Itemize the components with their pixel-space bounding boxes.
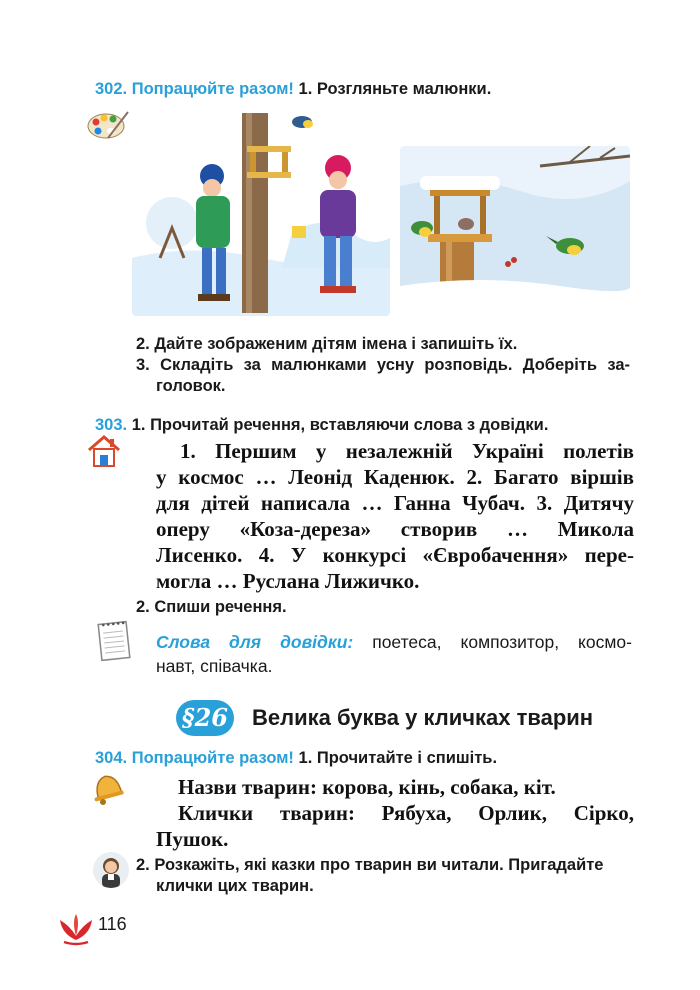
ex304-task1: 1. Прочитайте і спишіть. bbox=[298, 749, 498, 767]
ex304-task2-line1: 2. Розкажіть, які казки про тварин ви читали. Пригадайте bbox=[136, 856, 604, 874]
ex304-line3: Пушок. bbox=[156, 827, 229, 851]
ex302-task3-line1: 3. Складіть за малюнками усну розповідь. Доберіть за- bbox=[136, 356, 630, 374]
ex304-task2-line2: клички цих тварин. bbox=[156, 877, 314, 895]
ex303-task1: 1. Прочитай речення, вставляючи слова з довідки. bbox=[131, 416, 549, 434]
ex304-line1: Назви тварин: корова, кінь, собака, кіт. bbox=[178, 775, 556, 799]
ex303-hint bbox=[156, 630, 632, 678]
ex302-task2: 2. Дайте зображеним дітям імена і запишіть їх. bbox=[136, 335, 518, 353]
hint-words-line2: навт, співачка. bbox=[156, 656, 273, 676]
ex303-number: 303. bbox=[95, 416, 128, 434]
ex304-together: Попрацюйте разом! bbox=[131, 749, 294, 767]
page-number: 116 bbox=[98, 914, 127, 934]
palette-icon bbox=[86, 108, 130, 142]
ex302-number: 302. bbox=[95, 80, 128, 98]
section-badge: §26 bbox=[176, 700, 234, 736]
illustration-children-feeder bbox=[132, 108, 390, 316]
flower-ornament-icon bbox=[56, 910, 96, 946]
ex303-text bbox=[156, 438, 634, 594]
hint-words-line1: поетеса, композитор, космо- bbox=[353, 632, 632, 652]
ex304-line2: Клички тварин: Рябуха, Орлик, Сірко, bbox=[178, 801, 634, 825]
ex303-text-line: оперу «Коза-дереза» створив … Микола bbox=[156, 517, 634, 541]
ex303-header bbox=[95, 415, 548, 435]
ex302-header bbox=[95, 79, 491, 99]
ex302-task1: 1. Розгляньте малюнки. bbox=[298, 80, 492, 98]
notepad-icon bbox=[96, 620, 132, 662]
ex303-text-line: могла … Руслана Лижичко. bbox=[156, 569, 420, 593]
ex304-number: 304. bbox=[95, 749, 128, 767]
house-icon bbox=[86, 433, 122, 469]
ex304-header bbox=[95, 748, 497, 768]
avatar bbox=[93, 852, 129, 888]
section-title: Велика буква у кличках тварин bbox=[252, 705, 594, 730]
ex303-text-line: 1. Першим у незалежній Україні полетів bbox=[180, 439, 634, 463]
ex302-task3-line2: головок. bbox=[156, 377, 226, 395]
ex303-text-line: для дітей написала … Ганна Чубач. 3. Дитячу bbox=[156, 491, 634, 515]
illustration-birds-feeder bbox=[400, 146, 630, 316]
ex303-text-line: Лисенко. 4. У конкурсі «Євробачення» пере- bbox=[156, 543, 634, 567]
ex304-text bbox=[156, 774, 634, 852]
ex303-text-line: у космос … Леонід Каденюк. 2. Багато віршів bbox=[156, 465, 634, 489]
hint-label: Слова для довідки: bbox=[156, 632, 354, 652]
bell-icon bbox=[86, 768, 126, 808]
ex302-together: Попрацюйте разом! bbox=[131, 80, 294, 98]
ex303-task2: 2. Спиши речення. bbox=[136, 598, 287, 616]
